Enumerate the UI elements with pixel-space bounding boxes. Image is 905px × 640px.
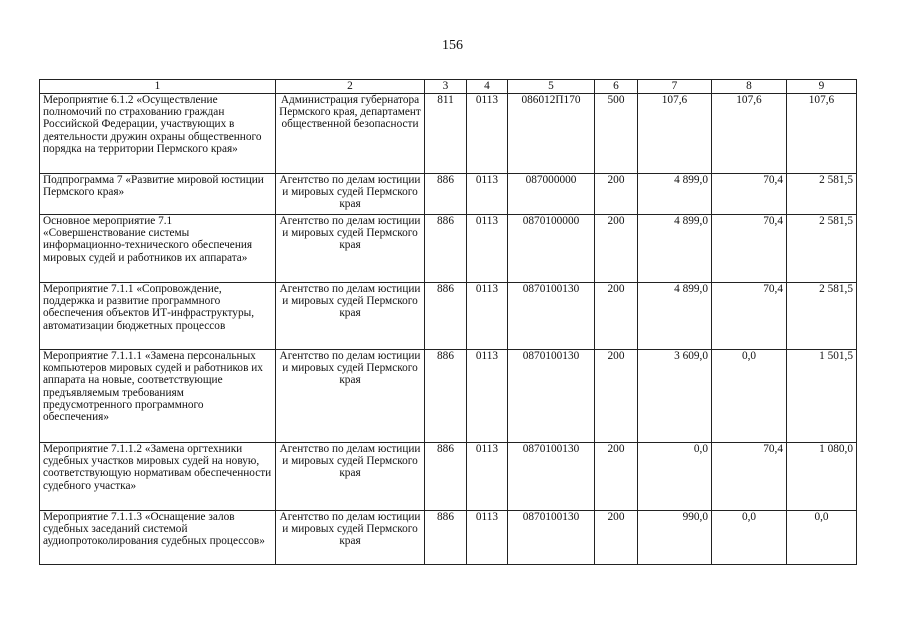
- executor-cell: Агентство по делам юстиции и мировых судей Пермского края: [276, 215, 425, 283]
- page-number: 156: [442, 38, 463, 53]
- expense-type-cell: 200: [595, 350, 638, 443]
- section-code-cell: 0113: [467, 511, 508, 565]
- grbs-code-cell: 886: [425, 511, 467, 565]
- grbs-code-cell: 886: [425, 215, 467, 283]
- amount-cell-col8: 107,6: [712, 94, 787, 174]
- section-code-cell: 0113: [467, 215, 508, 283]
- header-cell: 8: [712, 80, 787, 94]
- amount-cell-col7: 4 899,0: [638, 174, 712, 215]
- section-code-cell: 0113: [467, 94, 508, 174]
- amount-cell-col8: 70,4: [712, 215, 787, 283]
- header-cell: 6: [595, 80, 638, 94]
- expense-type-cell: 500: [595, 94, 638, 174]
- amount-cell-col8: 70,4: [712, 283, 787, 350]
- grbs-code-cell: 886: [425, 283, 467, 350]
- executor-cell: Администрация губернатора Пермского края, департамент общественной безопасности: [276, 94, 425, 174]
- expense-type-cell: 200: [595, 174, 638, 215]
- amount-cell-col7: 3 609,0: [638, 350, 712, 443]
- amount-cell-col9: 2 581,5: [787, 283, 857, 350]
- activity-name-cell: Мероприятие 7.1.1 «Сопровождение, поддержка и развитие программного обеспечения объектов ИТ-инфраструктуры, автоматизации бюджетных процессов: [40, 283, 276, 350]
- amount-cell-col9: 1 501,5: [787, 350, 857, 443]
- grbs-code-cell: 886: [425, 350, 467, 443]
- grbs-code-cell: 886: [425, 443, 467, 511]
- target-article-cell: 0870100130: [508, 443, 595, 511]
- header-cell: 4: [467, 80, 508, 94]
- activity-name-cell: Подпрограмма 7 «Развитие мировой юстиции Пермского края»: [40, 174, 276, 215]
- table-row: [40, 94, 857, 174]
- amount-cell-col9: 2 581,5: [787, 174, 857, 215]
- activity-name-cell: Основное мероприятие 7.1 «Совершенствование системы информационно-технического обеспечения мировых судей и работников их аппарата»: [40, 215, 276, 283]
- table-row: [40, 511, 857, 565]
- amount-cell-col9: 0,0: [787, 511, 857, 565]
- table-row: [40, 174, 857, 215]
- activity-name-cell: Мероприятие 6.1.2 «Осуществление полномочий по страхованию граждан Российской Федерации, участвующих в деятельности дружин охраны общественного порядка на территории Пермского края»: [40, 94, 276, 174]
- table-row: [40, 215, 857, 283]
- activity-name-cell: Мероприятие 7.1.1.2 «Замена оргтехники судебных участков мировых судей на новую, соответствующую нормативам обеспеченности судебного участка»: [40, 443, 276, 511]
- target-article-cell: 0870100130: [508, 350, 595, 443]
- activity-name-cell: Мероприятие 7.1.1.3 «Оснащение залов судебных заседаний системой аудиопротоколирования судебных процессов»: [40, 511, 276, 565]
- target-article-cell: 0870100130: [508, 283, 595, 350]
- amount-cell-col8: 70,4: [712, 443, 787, 511]
- executor-cell: Агентство по делам юстиции и мировых судей Пермского края: [276, 283, 425, 350]
- expense-type-cell: 200: [595, 215, 638, 283]
- section-code-cell: 0113: [467, 174, 508, 215]
- header-cell: 2: [276, 80, 425, 94]
- budget-table: [39, 79, 857, 565]
- executor-cell: Агентство по делам юстиции и мировых судей Пермского края: [276, 174, 425, 215]
- executor-cell: Агентство по делам юстиции и мировых судей Пермского края: [276, 443, 425, 511]
- executor-cell: Агентство по делам юстиции и мировых судей Пермского края: [276, 350, 425, 443]
- section-code-cell: 0113: [467, 350, 508, 443]
- header-cell: 3: [425, 80, 467, 94]
- amount-cell-col8: 0,0: [712, 511, 787, 565]
- amount-cell-col8: 70,4: [712, 174, 787, 215]
- target-article-cell: 086012П170: [508, 94, 595, 174]
- header-cell: 9: [787, 80, 857, 94]
- amount-cell-col7: 4 899,0: [638, 283, 712, 350]
- expense-type-cell: 200: [595, 283, 638, 350]
- amount-cell-col7: 0,0: [638, 443, 712, 511]
- section-code-cell: 0113: [467, 443, 508, 511]
- activity-name-cell: Мероприятие 7.1.1.1 «Замена персональных компьютеров мировых судей и работников их аппарата на новые, соответствующие предъявляемым требованиям предусмотренного программного обеспечения»: [40, 350, 276, 443]
- header-cell: 5: [508, 80, 595, 94]
- expense-type-cell: 200: [595, 511, 638, 565]
- grbs-code-cell: 811: [425, 94, 467, 174]
- table-row: [40, 350, 857, 443]
- amount-cell-col8: 0,0: [712, 350, 787, 443]
- amount-cell-col7: 107,6: [638, 94, 712, 174]
- amount-cell-col9: 107,6: [787, 94, 857, 174]
- table-row: [40, 443, 857, 511]
- target-article-cell: 0870100130: [508, 511, 595, 565]
- target-article-cell: 0870100000: [508, 215, 595, 283]
- header-row: [40, 80, 857, 94]
- table-row: [40, 283, 857, 350]
- amount-cell-col7: 990,0: [638, 511, 712, 565]
- executor-cell: Агентство по делам юстиции и мировых судей Пермского края: [276, 511, 425, 565]
- amount-cell-col9: 2 581,5: [787, 215, 857, 283]
- header-cell: 1: [40, 80, 276, 94]
- section-code-cell: 0113: [467, 283, 508, 350]
- grbs-code-cell: 886: [425, 174, 467, 215]
- header-cell: 7: [638, 80, 712, 94]
- expense-type-cell: 200: [595, 443, 638, 511]
- amount-cell-col7: 4 899,0: [638, 215, 712, 283]
- amount-cell-col9: 1 080,0: [787, 443, 857, 511]
- target-article-cell: 087000000: [508, 174, 595, 215]
